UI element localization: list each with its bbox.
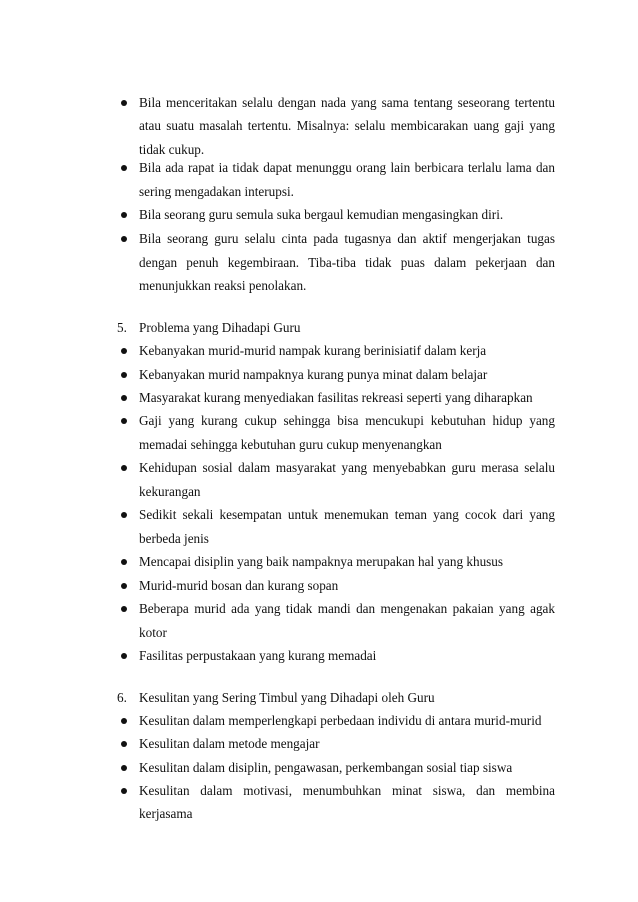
bullet-icon (121, 718, 127, 724)
list-item-line: kerjasama (139, 806, 193, 821)
list-item-line: atau suatu masalah tertentu. Misalnya: selalu membicarakan uang gaji yang (139, 118, 555, 133)
section-heading: Kesulitan yang Sering Timbul yang Dihadapi oleh Guru (139, 690, 435, 705)
section-number: 5. (117, 320, 127, 335)
list-item-line: memadai sehingga kebutuhan guru cukup menyenangkan (139, 437, 442, 452)
bullet-icon (121, 653, 127, 659)
list-item-line: Kehidupan sosial dalam masyarakat yang menyebabkan guru merasa selalu (139, 460, 555, 475)
list-item-line: Kesulitan dalam memperlengkapi perbedaan individu di antara murid-murid (139, 713, 542, 728)
bullet-icon (121, 418, 127, 424)
bullet-icon (121, 348, 127, 354)
list-item-line: Sedikit sekali kesempatan untuk menemukan teman yang cocok dari yang (139, 507, 555, 522)
section-heading: Problema yang Dihadapi Guru (139, 320, 301, 335)
list-item-line: Kebanyakan murid-murid nampak kurang berinisiatif dalam kerja (139, 343, 487, 358)
list-item-line: Gaji yang kurang cukup sehingga bisa mencukupi kebutuhan hidup yang (139, 413, 555, 428)
bullet-icon (121, 559, 127, 565)
list-item-line: Kebanyakan murid nampaknya kurang punya minat dalam belajar (139, 367, 488, 382)
list-item-line: Bila menceritakan selalu dengan nada yang sama tentang seseorang tertentu (139, 95, 555, 110)
list-item-line: Mencapai disiplin yang baik nampaknya merupakan hal yang khusus (139, 554, 504, 569)
list-item-line: Bila seorang guru semula suka bergaul kemudian mengasingkan diri. (139, 207, 504, 222)
list-item-line: kotor (139, 625, 167, 640)
list-item-line: Bila ada rapat ia tidak dapat menunggu orang lain berbicara terlalu lama dan (139, 160, 555, 175)
bullet-icon (121, 395, 127, 401)
list-item-line: berbeda jenis (139, 531, 209, 546)
bullet-icon (121, 741, 127, 747)
list-item-line: Murid-murid bosan dan kurang sopan (139, 578, 339, 593)
list-item-line: Kesulitan dalam motivasi, menumbuhkan minat siswa, dan membina (139, 783, 555, 798)
list-item-line: menunjukkan reaksi penolakan. (139, 278, 307, 293)
bullet-icon (121, 236, 127, 242)
list-item-line: Masyarakat kurang menyediakan fasilitas rekreasi seperti yang diharapkan (139, 390, 533, 405)
bullet-icon (121, 212, 127, 218)
list-item-line: Beberapa murid ada yang tidak mandi dan mengenakan pakaian yang agak (139, 601, 555, 616)
list-item-line: sering mengadakan interupsi. (139, 184, 294, 199)
list-item-line: Kesulitan dalam metode mengajar (139, 736, 320, 751)
bullet-icon (121, 606, 127, 612)
bullet-icon (121, 788, 127, 794)
section-number: 6. (117, 690, 127, 705)
list-item-line: kekurangan (139, 484, 201, 499)
list-item-line: dengan penuh kegembiraan. Tiba-tiba tidak puas dalam pekerjaan dan (139, 255, 555, 270)
list-item-line: Kesulitan dalam disiplin, pengawasan, perkembangan sosial tiap siswa (139, 760, 513, 775)
bullet-icon (121, 512, 127, 518)
list-item-line: tidak cukup. (139, 142, 205, 157)
bullet-icon (121, 100, 127, 106)
list-item-line: Bila seorang guru selalu cinta pada tugasnya dan aktif mengerjakan tugas (139, 231, 555, 246)
list-item-line: Fasilitas perpustakaan yang kurang memadai (139, 648, 377, 663)
bullet-icon (121, 372, 127, 378)
bullet-icon (121, 583, 127, 589)
bullet-icon (121, 465, 127, 471)
bullet-icon (121, 165, 127, 171)
bullet-icon (121, 765, 127, 771)
